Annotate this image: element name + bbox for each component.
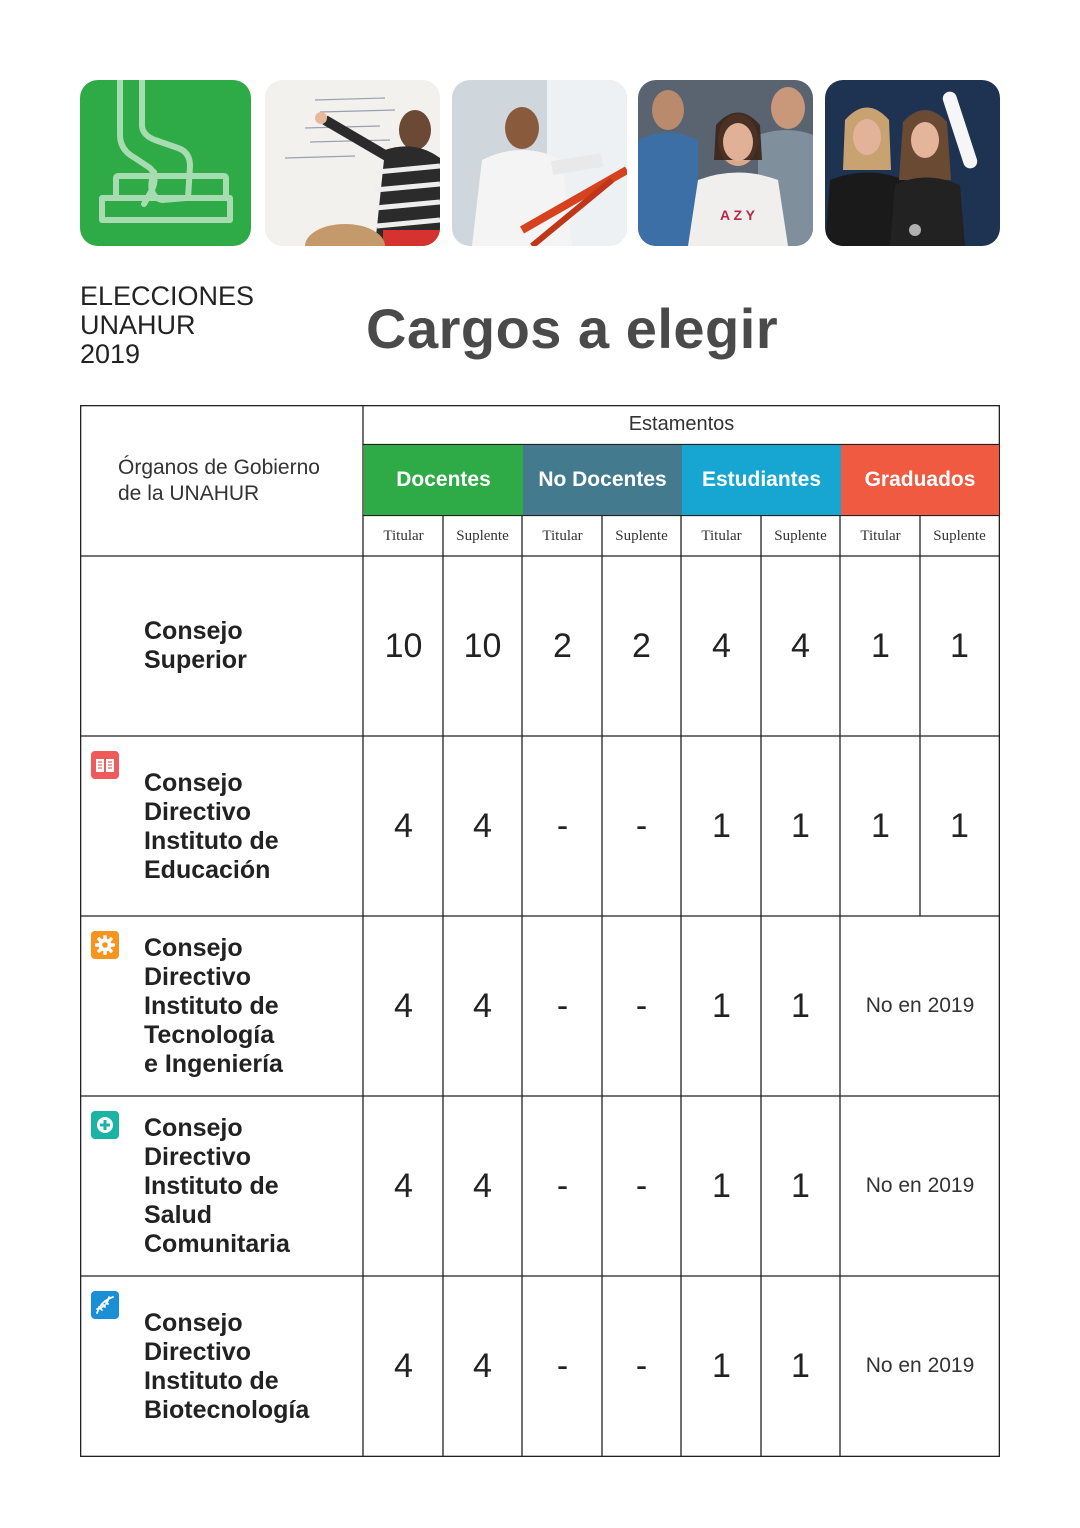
value-cell: 4 xyxy=(394,1166,413,1205)
photo-teacher-whiteboard xyxy=(265,80,440,246)
value-cell: 4 xyxy=(473,806,492,845)
value-cell: 4 xyxy=(394,806,413,845)
organ-name-line: Consejo xyxy=(144,934,243,962)
photo-students xyxy=(638,80,813,246)
value-cell: - xyxy=(556,986,569,1025)
sub-titular: Titular xyxy=(383,527,424,544)
sub-titular: Titular xyxy=(701,527,742,544)
value-cell: - xyxy=(635,986,648,1025)
value-cell: 4 xyxy=(791,626,810,665)
value-cell: - xyxy=(635,1346,648,1385)
organ-name-line: Instituto de xyxy=(144,1172,279,1200)
band-no-docentes: No Docentes xyxy=(523,445,682,515)
cargos-table xyxy=(80,405,1000,1457)
value-cell: - xyxy=(556,1346,569,1385)
sub-suplente: Suplente xyxy=(456,527,509,544)
photo-graduates xyxy=(825,80,1000,246)
value-cell: 1 xyxy=(712,806,731,845)
organ-name-line: Tecnología xyxy=(144,1021,275,1049)
organ-name-line: Educación xyxy=(144,856,271,884)
value-cell: 4 xyxy=(473,986,492,1025)
value-cell: 1 xyxy=(950,806,969,845)
row-organ-name xyxy=(144,617,247,675)
row-organ-name xyxy=(144,1114,290,1259)
ballot-hand-icon xyxy=(80,80,251,246)
band-graduados: Graduados xyxy=(841,445,999,515)
value-cell: 1 xyxy=(791,806,810,845)
organ-name-line: Directivo xyxy=(144,1143,251,1171)
value-cell: 1 xyxy=(871,626,890,665)
organ-name-line: Consejo xyxy=(144,1309,243,1337)
value-cell: 1 xyxy=(712,1346,731,1385)
organ-name-line: Biotecnología xyxy=(144,1396,310,1424)
value-cell: 4 xyxy=(473,1346,492,1385)
value-cell: 10 xyxy=(384,626,423,665)
value-cell: 4 xyxy=(473,1166,492,1205)
value-cell: 1 xyxy=(871,806,890,845)
value-cell: 1 xyxy=(791,986,810,1025)
row-organ-name xyxy=(144,934,283,1079)
value-cell: 4 xyxy=(712,626,731,665)
graduados-note: No en 2019 xyxy=(865,1174,975,1197)
health-cross-icon xyxy=(91,1111,119,1139)
elecciones-line: ELECCIONES xyxy=(80,281,255,311)
graduados-note: No en 2019 xyxy=(865,994,975,1017)
voting-logo-tile xyxy=(80,80,251,246)
row-organ-name xyxy=(144,1309,309,1425)
sub-suplente: Suplente xyxy=(774,527,827,544)
elecciones-line: UNAHUR xyxy=(80,310,196,340)
dna-icon xyxy=(91,1291,119,1319)
value-cell: 4 xyxy=(394,986,413,1025)
value-cell: 4 xyxy=(394,1346,413,1385)
image-strip xyxy=(80,80,1000,246)
value-cell: 1 xyxy=(791,1346,810,1385)
organ-name-line: Instituto de xyxy=(144,1367,279,1395)
estamentos-header: Estamentos xyxy=(628,413,735,435)
value-cell: - xyxy=(635,806,648,845)
organs-header xyxy=(118,455,320,507)
graduados-note: No en 2019 xyxy=(865,1354,975,1377)
organ-name-line: Directivo xyxy=(144,1338,251,1366)
organ-name-line: Directivo xyxy=(144,963,251,991)
gear-icon xyxy=(91,931,119,959)
value-cell: 2 xyxy=(553,626,572,665)
organ-name-line: Instituto de xyxy=(144,992,279,1020)
sub-suplente: Suplente xyxy=(933,527,986,544)
elecciones-label xyxy=(80,282,254,369)
organ-name-line: Consejo xyxy=(144,1114,243,1142)
organ-name-line: Consejo xyxy=(144,769,243,797)
book-icon xyxy=(91,751,119,779)
value-cell: - xyxy=(556,1166,569,1205)
value-cell: - xyxy=(556,806,569,845)
elecciones-line: 2019 xyxy=(80,339,141,369)
band-docentes: Docentes xyxy=(364,445,523,515)
value-cell: 1 xyxy=(791,1166,810,1205)
band-estudiantes: Estudiantes xyxy=(682,445,841,515)
organ-name-line: Directivo xyxy=(144,798,251,826)
organ-name-line: Salud xyxy=(144,1201,213,1229)
page-title: Cargos a elegir xyxy=(366,297,779,360)
organs-header-line: Órganos de Gobierno xyxy=(118,456,320,479)
row-organ-name xyxy=(144,769,279,885)
value-cell: 10 xyxy=(463,626,502,665)
value-cell: 2 xyxy=(632,626,651,665)
value-cell: 1 xyxy=(712,1166,731,1205)
organ-name-line: Comunitaria xyxy=(144,1230,290,1258)
organ-name-line: Instituto de xyxy=(144,827,279,855)
sub-titular: Titular xyxy=(542,527,583,544)
sub-titular: Titular xyxy=(860,527,901,544)
value-cell: 1 xyxy=(712,986,731,1025)
sub-suplente: Suplente xyxy=(615,527,668,544)
organs-header-line: de la UNAHUR xyxy=(118,482,260,505)
organ-name-line: Consejo xyxy=(144,617,243,645)
value-cell: 1 xyxy=(950,626,969,665)
svg-text:A Z Y: A Z Y xyxy=(720,207,756,223)
photo-worker xyxy=(452,80,627,246)
organ-name-line: Superior xyxy=(144,646,247,674)
organ-name-line: e Ingeniería xyxy=(144,1050,283,1078)
value-cell: - xyxy=(635,1166,648,1205)
